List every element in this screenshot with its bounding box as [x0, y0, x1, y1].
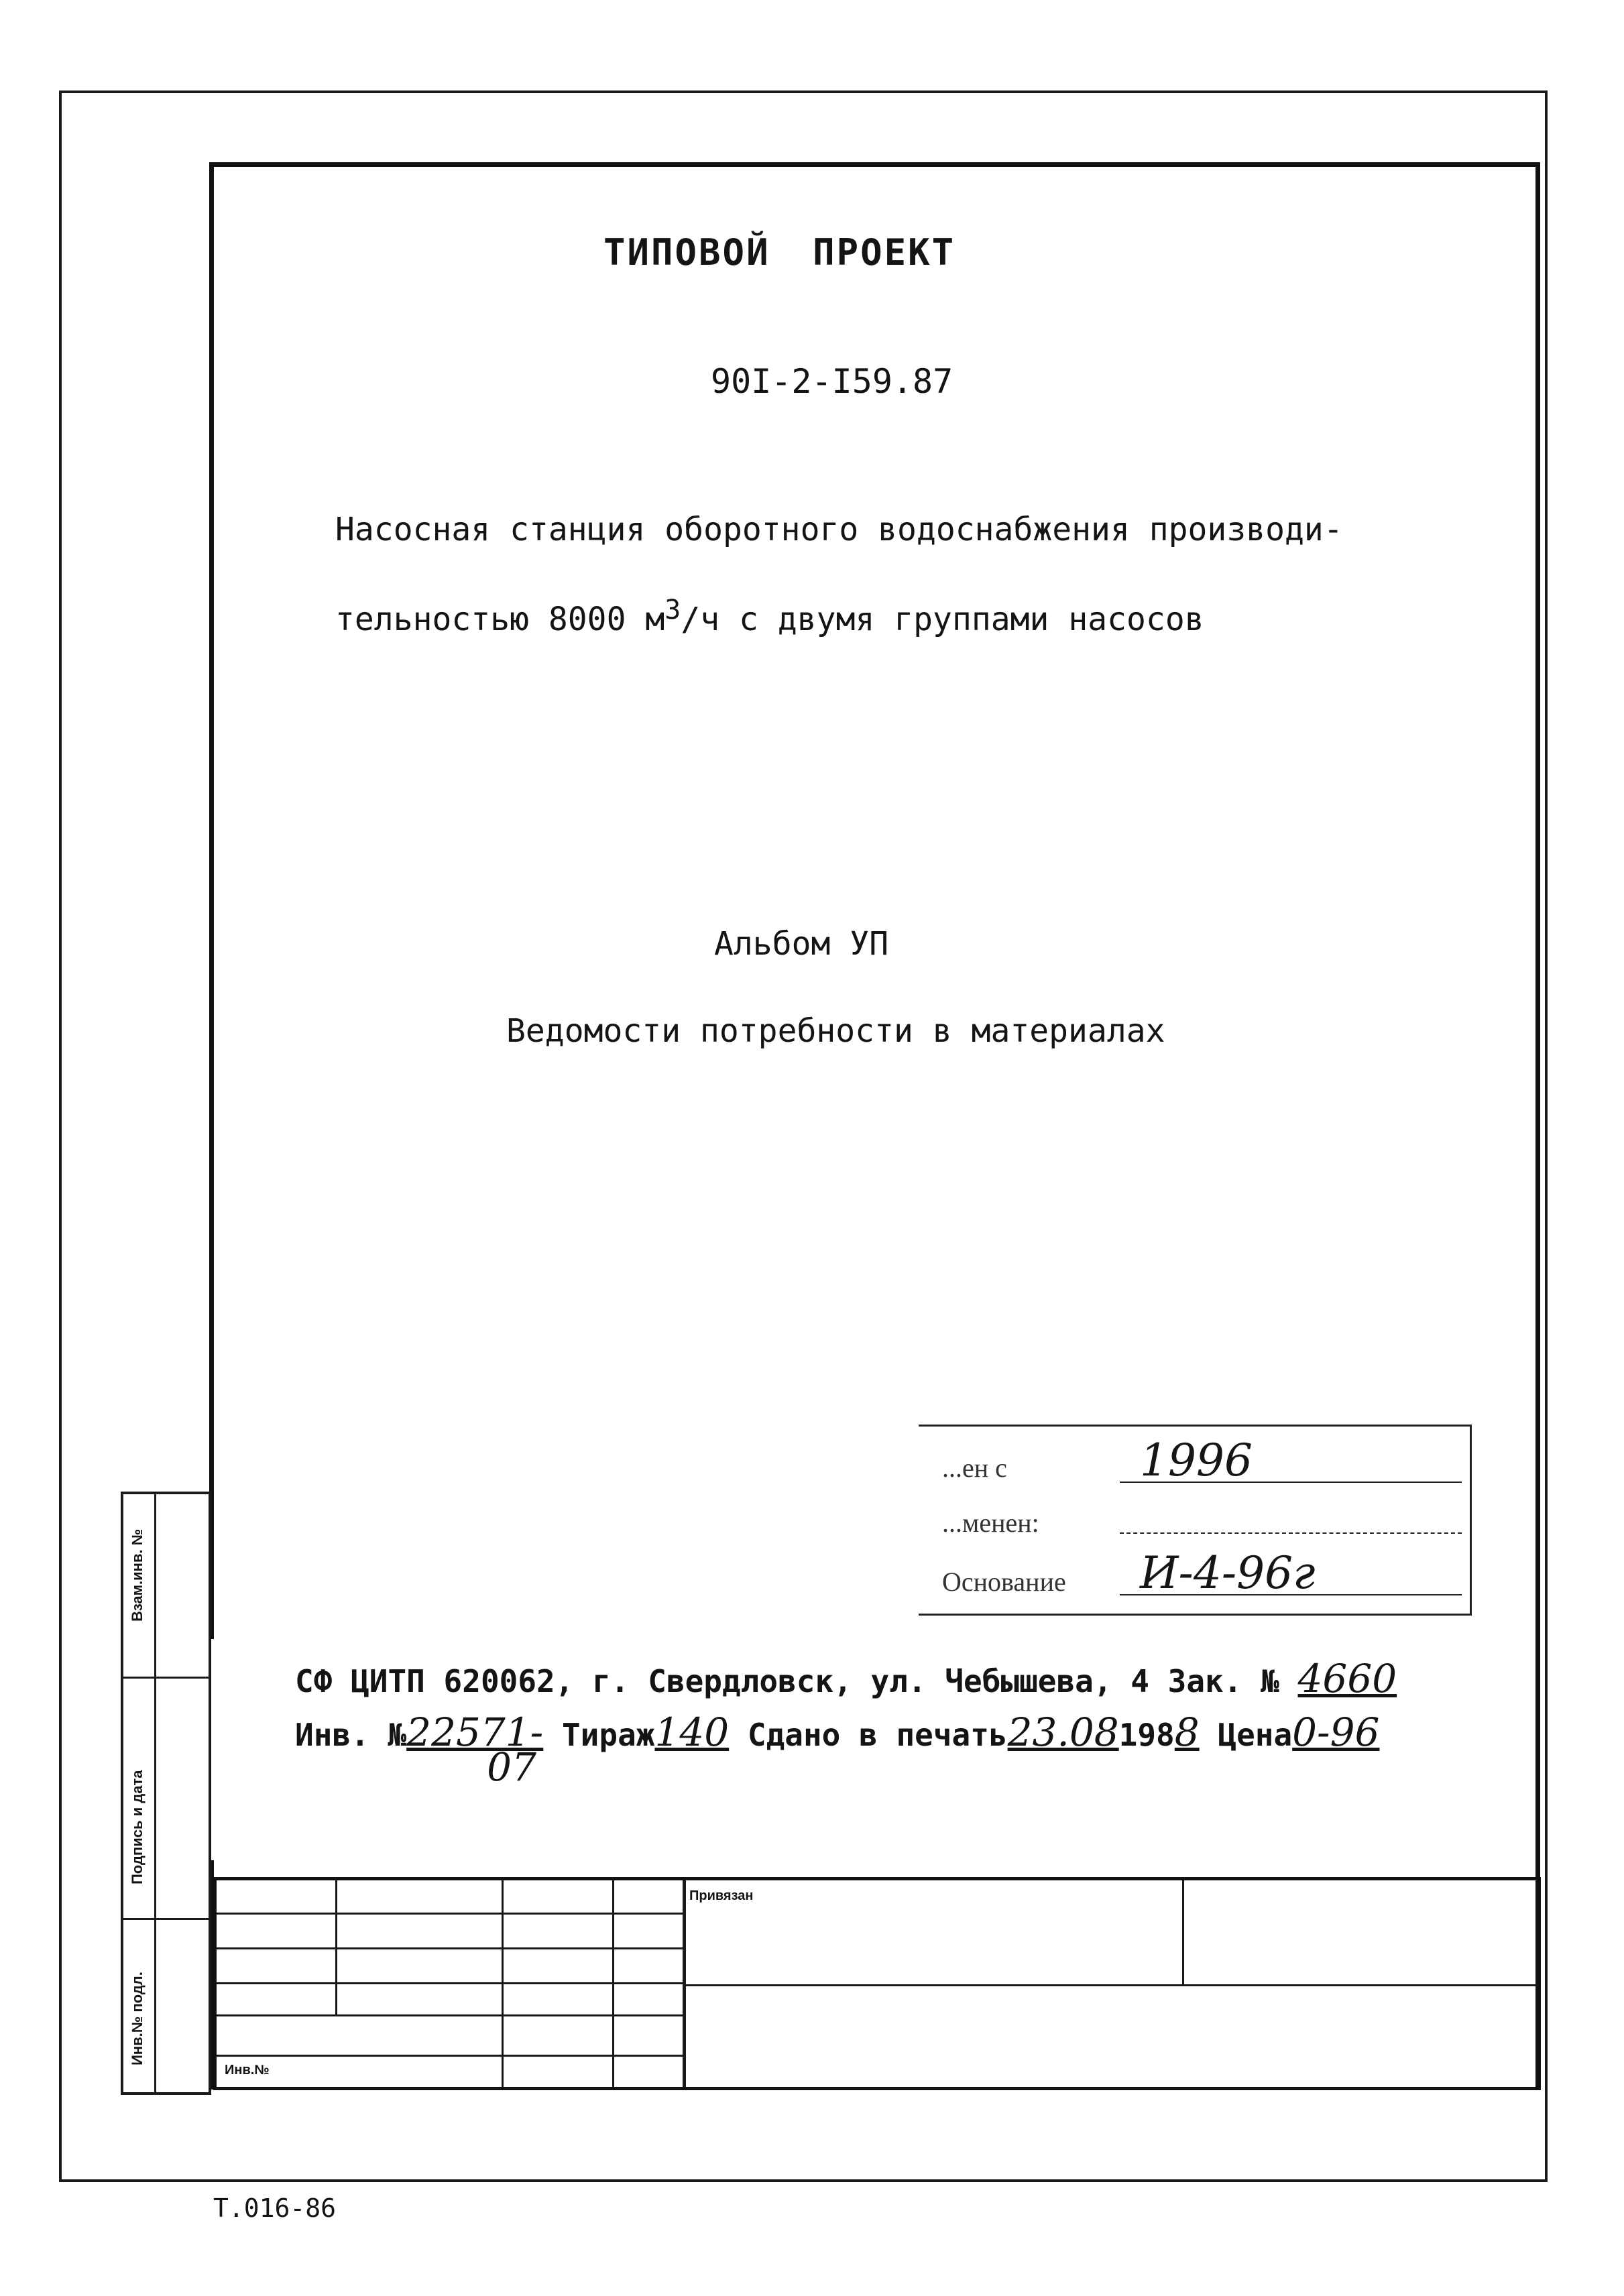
side-cell-1: [123, 1494, 154, 1679]
publisher-address: СФ ЦИТП 620062, г. Свердловск, ул. Чебышева, 4 Зак. №: [295, 1663, 1279, 1699]
side-cell-3: [123, 1918, 154, 2092]
project-description: [335, 489, 1475, 660]
year-suffix: 8: [1174, 1709, 1200, 1755]
side-divider-2: [154, 1918, 209, 1920]
description-line-2: [335, 570, 1475, 660]
description-superscript: 3: [664, 595, 681, 625]
inv-number: [406, 1709, 544, 1790]
inv-label: Инв. №: [295, 1717, 407, 1753]
side-cell-2-label: Подпись и дата: [129, 1770, 146, 1884]
title-block-table: [213, 1877, 1541, 2090]
inv-no-label: Инв.№: [225, 2063, 270, 2077]
tirazh-value: 140: [654, 1709, 730, 1755]
tb-vline-4: [683, 1880, 686, 2087]
side-divider-1: [154, 1677, 209, 1679]
stamp-row-3-label: Основание: [942, 1567, 1066, 1597]
tb-hline-4: [217, 2014, 683, 2016]
tb-hline-6: [683, 1984, 1538, 1986]
description-line-2-post: /ч с двумя группами насосов: [681, 601, 1204, 638]
tirazh-label: Тираж: [561, 1717, 655, 1753]
description-line-1: Насосная станция оборотного водоснабжения производи-: [335, 511, 1343, 548]
side-cell-2: [123, 1677, 154, 1920]
document-title: ТИПОВОЙ ПРОЕКТ: [603, 231, 956, 274]
order-number: 4660: [1297, 1656, 1397, 1701]
side-cell-1-label: Взам.инв. №: [129, 1528, 146, 1622]
album-subtitle: Ведомости потребности в материалах: [506, 1012, 1165, 1050]
stamp-row-3-value: И-4-96г: [1140, 1547, 1316, 1599]
validity-stamp: [919, 1425, 1472, 1616]
album-label: Альбом УП: [714, 925, 889, 963]
inv-number-value: 22571-: [406, 1709, 544, 1755]
tb-hline-5: [217, 2055, 683, 2057]
price-value: 0-96: [1292, 1709, 1380, 1755]
publisher-line-1: [295, 1656, 1397, 1701]
stamp-row-2: [919, 1500, 1468, 1547]
stamp-row-1: [919, 1435, 1468, 1494]
inner-frame: [209, 162, 1540, 2090]
inv-number-sub: 07: [487, 1744, 536, 1790]
privyazan-label: Привязан: [689, 1888, 754, 1903]
stamp-row-2-label: ...менен:: [942, 1508, 1039, 1538]
tb-hline-1: [217, 1913, 683, 1915]
stamp-row-3: [919, 1547, 1468, 1608]
stamp-row-2-line: [1120, 1532, 1462, 1534]
project-code: 90I-2-I59.87: [711, 362, 953, 401]
form-code: Т.016-86: [213, 2193, 337, 2223]
stamp-row-1-label: ...ен с: [942, 1453, 1007, 1483]
side-cell-3-label: Инв.№ подл.: [129, 1972, 146, 2065]
publisher-line-2: [295, 1709, 1380, 1790]
side-approval-table: [121, 1492, 211, 2095]
price-label: Цена: [1218, 1717, 1293, 1753]
sdano-date: 23.08: [1007, 1709, 1119, 1755]
description-line-2-pre: тельностью 8000 м: [335, 601, 665, 638]
sdano-label: Сдано в печать: [747, 1717, 1008, 1753]
tb-hline-2: [217, 1947, 683, 1949]
stamp-row-1-value: 1996: [1140, 1435, 1253, 1486]
tb-hline-3: [217, 1982, 683, 1984]
tb-vline-5: [1182, 1880, 1184, 1984]
year-prefix: 198: [1118, 1717, 1175, 1753]
